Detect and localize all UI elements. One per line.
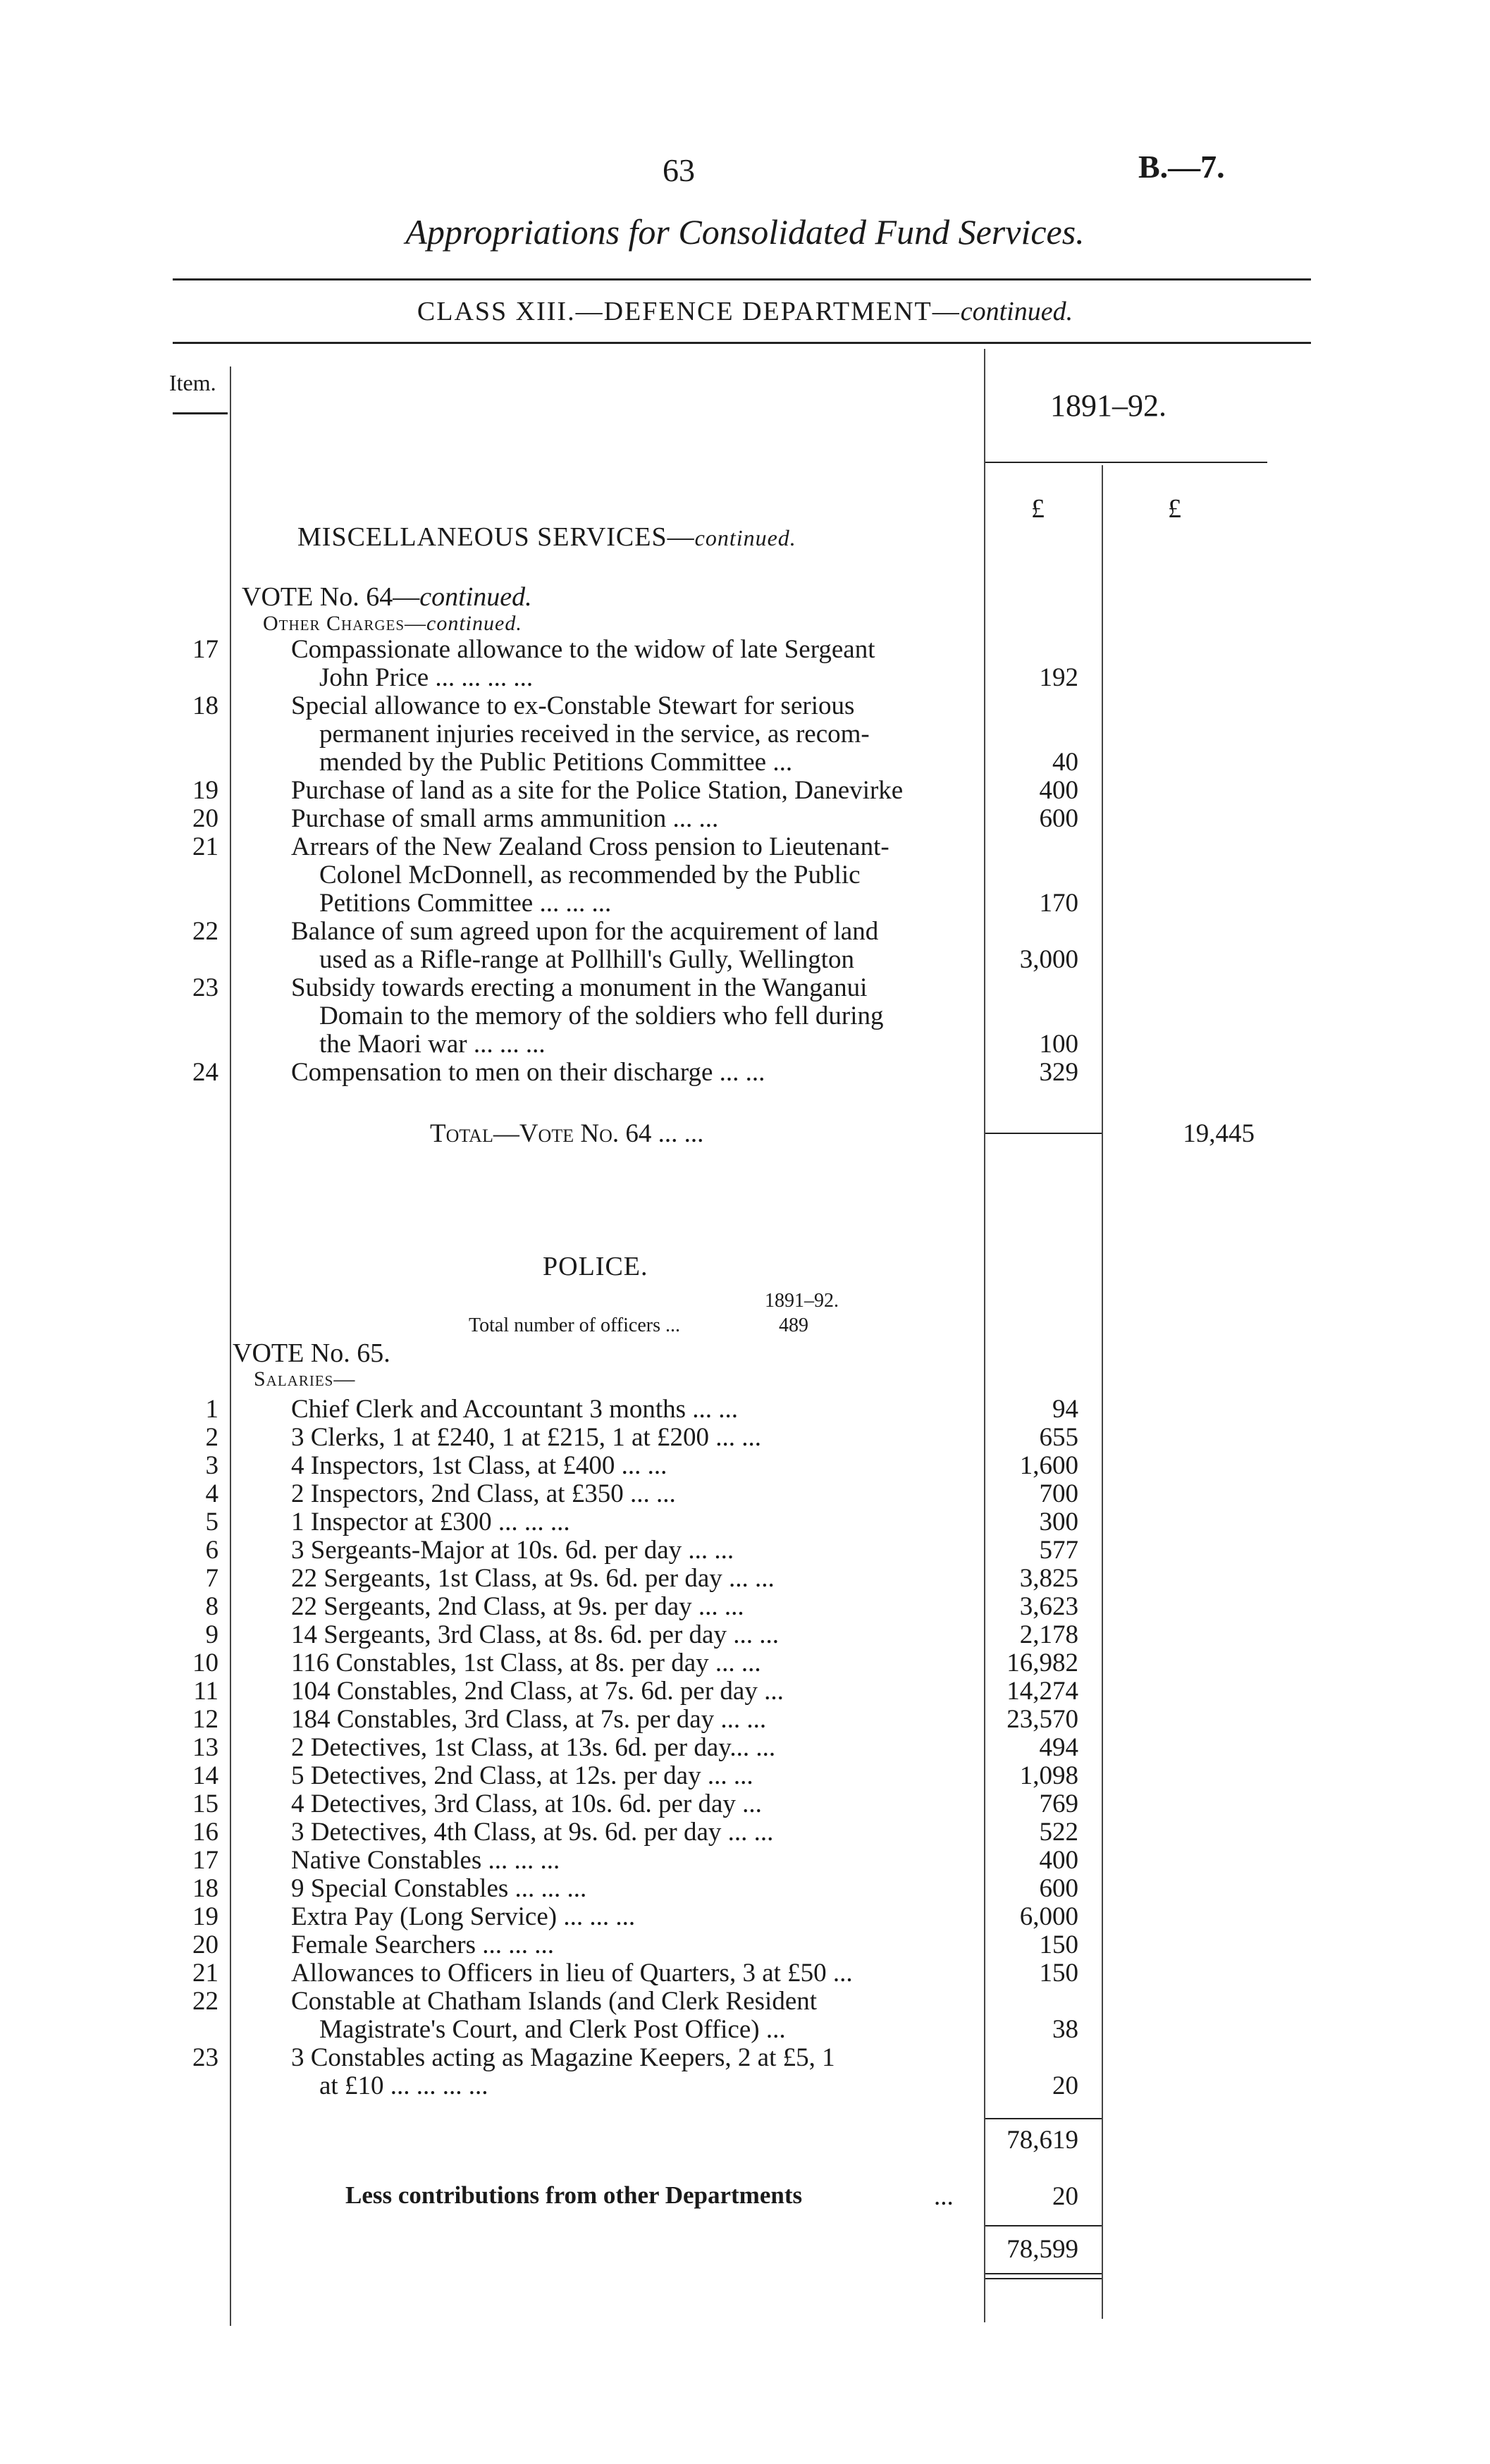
item-amount: 700 <box>1039 1479 1078 1508</box>
item-description: 3 Detectives, 4th Class, at 9s. 6d. per day ... ... <box>291 1818 774 1847</box>
item-description: 22 Sergeants, 2nd Class, at 9s. per day ... ... <box>291 1592 744 1621</box>
item-number: 11 <box>193 1677 218 1706</box>
item-amount: 14,274 <box>1006 1677 1078 1706</box>
item-number: 20 <box>192 804 218 833</box>
item-amount: 40 <box>1052 748 1078 777</box>
item-amount: 150 <box>1039 1930 1078 1959</box>
item-number: 23 <box>192 973 218 1002</box>
item-description: Colonel McDonnell, as recommended by the Public <box>319 861 861 889</box>
item-description: Magistrate's Court, and Clerk Post Office) ... <box>319 2015 786 2044</box>
item-description: Allowances to Officers in lieu of Quarters, 3 at £50 ... <box>291 1959 853 1988</box>
page-number: 63 <box>663 152 695 188</box>
item-description: 2 Detectives, 1st Class, at 13s. 6d. per day... ... <box>291 1733 776 1762</box>
item-description: used as a Rifle-range at Pollhill's Gully, Wellington <box>319 945 854 974</box>
item-number: 21 <box>192 832 218 861</box>
item-description: 104 Constables, 2nd Class, at 7s. 6d. per day ... <box>291 1677 784 1706</box>
item-number: 17 <box>192 1846 218 1875</box>
item-amount: 400 <box>1039 776 1078 805</box>
item-amount: 20 <box>1052 2071 1078 2100</box>
item-number: 18 <box>192 1874 218 1903</box>
item-description: Compassionate allowance to the widow of late Sergeant <box>291 635 875 664</box>
item-description: the Maori war ... ... ... <box>319 1030 546 1059</box>
item-amount: 3,623 <box>1019 1592 1078 1621</box>
item-number: 20 <box>192 1930 218 1959</box>
item-amount: 494 <box>1039 1733 1078 1762</box>
item-description: Compensation to men on their discharge ... ... <box>291 1058 765 1087</box>
item-amount: 329 <box>1039 1058 1078 1087</box>
item-amount: 23,570 <box>1006 1705 1078 1734</box>
item-number: 16 <box>192 1818 218 1847</box>
document-reference: B.—7. <box>1138 149 1225 185</box>
subtotal-rule <box>985 2118 1102 2119</box>
pound-sign-col2: £ <box>1168 494 1181 524</box>
net-total-rule-bottom-1 <box>985 2273 1102 2274</box>
item-amount: 1,600 <box>1019 1451 1078 1480</box>
item-description: 4 Inspectors, 1st Class, at £400 ... ... <box>291 1451 667 1480</box>
police-subtotal: 78,619 <box>1006 2126 1078 2155</box>
vote-64-total-amount: 19,445 <box>1183 1119 1255 1148</box>
item-amount: 6,000 <box>1019 1902 1078 1931</box>
item-description: permanent injuries received in the service, as recom- <box>319 720 870 749</box>
vote-64-heading: VOTE No. 64—continued. <box>242 582 532 612</box>
item-description: Petitions Committee ... ... ... <box>319 889 612 918</box>
item-amount: 170 <box>1039 889 1078 918</box>
item-description: Subsidy towards erecting a monument in the Wanganui <box>291 973 868 1002</box>
police-heading: POLICE. <box>543 1252 648 1281</box>
item-number: 17 <box>192 635 218 664</box>
rule-top <box>173 278 1311 281</box>
item-amount: 522 <box>1039 1818 1078 1847</box>
item-amount: 655 <box>1039 1423 1078 1452</box>
item-description: 14 Sergeants, 3rd Class, at 8s. 6d. per day ... ... <box>291 1620 779 1649</box>
item-amount: 769 <box>1039 1790 1078 1818</box>
item-description: Purchase of small arms ammunition ... ... <box>291 804 719 833</box>
item-amount: 577 <box>1039 1536 1078 1565</box>
item-amount: 94 <box>1052 1395 1078 1424</box>
item-description: Balance of sum agreed upon for the acquirement of land <box>291 917 879 946</box>
class-heading: CLASS XIII.—DEFENCE DEPARTMENT—continued. <box>417 297 1073 326</box>
item-description: 3 Clerks, 1 at £240, 1 at £215, 1 at £200 ... ... <box>291 1423 761 1452</box>
item-number: 24 <box>192 1058 218 1087</box>
item-number: 6 <box>205 1536 218 1565</box>
item-column-header: Item. <box>169 370 216 395</box>
less-contributions-amount: 20 <box>1052 2182 1078 2211</box>
item-number: 19 <box>192 776 218 805</box>
item-number: 21 <box>192 1959 218 1988</box>
net-total-rule-top <box>985 2225 1102 2226</box>
item-number: 2 <box>205 1423 218 1452</box>
item-number: 5 <box>205 1508 218 1536</box>
item-number: 7 <box>205 1564 218 1593</box>
item-number: 8 <box>205 1592 218 1621</box>
year-header-rule <box>985 462 1267 463</box>
item-number: 3 <box>205 1451 218 1480</box>
item-amount: 3,000 <box>1019 945 1078 974</box>
item-description: 5 Detectives, 2nd Class, at 12s. per day ... ... <box>291 1761 753 1790</box>
item-number: 9 <box>205 1620 218 1649</box>
salaries-heading: Salaries— <box>254 1367 356 1391</box>
item-amount: 150 <box>1039 1959 1078 1988</box>
item-description: 9 Special Constables ... ... ... <box>291 1874 587 1903</box>
item-number: 22 <box>192 1987 218 2016</box>
item-description: 2 Inspectors, 2nd Class, at £350 ... ... <box>291 1479 676 1508</box>
item-description: Domain to the memory of the soldiers who fell during <box>319 1002 884 1030</box>
item-description: Chief Clerk and Accountant 3 months ... ... <box>291 1395 739 1424</box>
item-amount: 600 <box>1039 1874 1078 1903</box>
item-column-divider <box>230 366 231 2326</box>
item-description: 3 Constables acting as Magazine Keepers, 2 at £5, 1 <box>291 2043 835 2072</box>
item-number: 1 <box>205 1395 218 1424</box>
item-number: 18 <box>192 691 218 720</box>
item-amount: 3,825 <box>1019 1564 1078 1593</box>
item-description: Female Searchers ... ... ... <box>291 1930 554 1959</box>
item-amount: 100 <box>1039 1030 1078 1059</box>
page-title: Appropriations for Consolidated Fund Services. <box>405 212 1085 252</box>
officers-count: 489 <box>779 1314 808 1336</box>
less-contributions-dots: ... <box>934 2182 954 2211</box>
vote-64-total-label: Total—Vote No. 64 ... ... <box>430 1119 704 1148</box>
item-description: 3 Sergeants-Major at 10s. 6d. per day ... ... <box>291 1536 734 1565</box>
item-number: 14 <box>192 1761 218 1790</box>
item-description: Special allowance to ex-Constable Stewart for serious <box>291 691 855 720</box>
item-number: 23 <box>192 2043 218 2072</box>
item-number: 4 <box>205 1479 218 1508</box>
item-number: 10 <box>192 1649 218 1677</box>
item-description: 1 Inspector at £300 ... ... ... <box>291 1508 570 1536</box>
police-net-total: 78,599 <box>1006 2235 1078 2264</box>
misc-services-heading: MISCELLANEOUS SERVICES—continued. <box>297 522 796 552</box>
item-description: Native Constables ... ... ... <box>291 1846 560 1875</box>
item-amount: 2,178 <box>1019 1620 1078 1649</box>
item-number: 22 <box>192 917 218 946</box>
item-description: John Price ... ... ... ... <box>319 663 534 692</box>
item-number: 13 <box>192 1733 218 1762</box>
item-description: 4 Detectives, 3rd Class, at 10s. 6d. per day ... <box>291 1790 762 1818</box>
item-description: mended by the Public Petitions Committee ... <box>319 748 793 777</box>
item-amount: 16,982 <box>1006 1649 1078 1677</box>
amount-column-divider <box>1102 465 1103 2319</box>
item-description: 116 Constables, 1st Class, at 8s. per day ... ... <box>291 1649 761 1677</box>
item-description: 22 Sergeants, 1st Class, at 9s. 6d. per day ... ... <box>291 1564 775 1593</box>
year-header: 1891–92. <box>1050 388 1166 423</box>
vote-65-heading: VOTE No. 65. <box>233 1338 390 1368</box>
officers-year: 1891–92. <box>765 1290 839 1312</box>
item-amount: 400 <box>1039 1846 1078 1875</box>
item-description: 184 Constables, 3rd Class, at 7s. per day ... ... <box>291 1705 767 1734</box>
pound-sign-col1: £ <box>1031 494 1045 524</box>
item-description: Constable at Chatham Islands (and Clerk Resident <box>291 1987 818 2016</box>
item-amount: 300 <box>1039 1508 1078 1536</box>
item-number: 19 <box>192 1902 218 1931</box>
less-contributions-label: Less contributions from other Departments <box>345 2181 803 2209</box>
item-amount: 38 <box>1052 2015 1078 2044</box>
item-description: Purchase of land as a site for the Police Station, Danevirke <box>291 776 904 805</box>
vote-64-total-rule <box>985 1133 1102 1134</box>
item-description: at £10 ... ... ... ... <box>319 2071 488 2100</box>
item-amount: 600 <box>1039 804 1078 833</box>
rule-below-class <box>173 342 1311 344</box>
item-description: Extra Pay (Long Service) ... ... ... <box>291 1902 636 1931</box>
item-header-underline <box>173 412 228 414</box>
item-amount: 1,098 <box>1019 1761 1078 1790</box>
other-charges-heading: Other Charges—continued. <box>263 612 522 635</box>
item-number: 15 <box>192 1790 218 1818</box>
officers-label: Total number of officers ... <box>469 1314 680 1336</box>
item-amount: 192 <box>1039 663 1078 692</box>
net-total-rule-bottom-2 <box>985 2278 1102 2279</box>
item-number: 12 <box>192 1705 218 1734</box>
item-description: Arrears of the New Zealand Cross pension to Lieutenant- <box>291 832 889 861</box>
